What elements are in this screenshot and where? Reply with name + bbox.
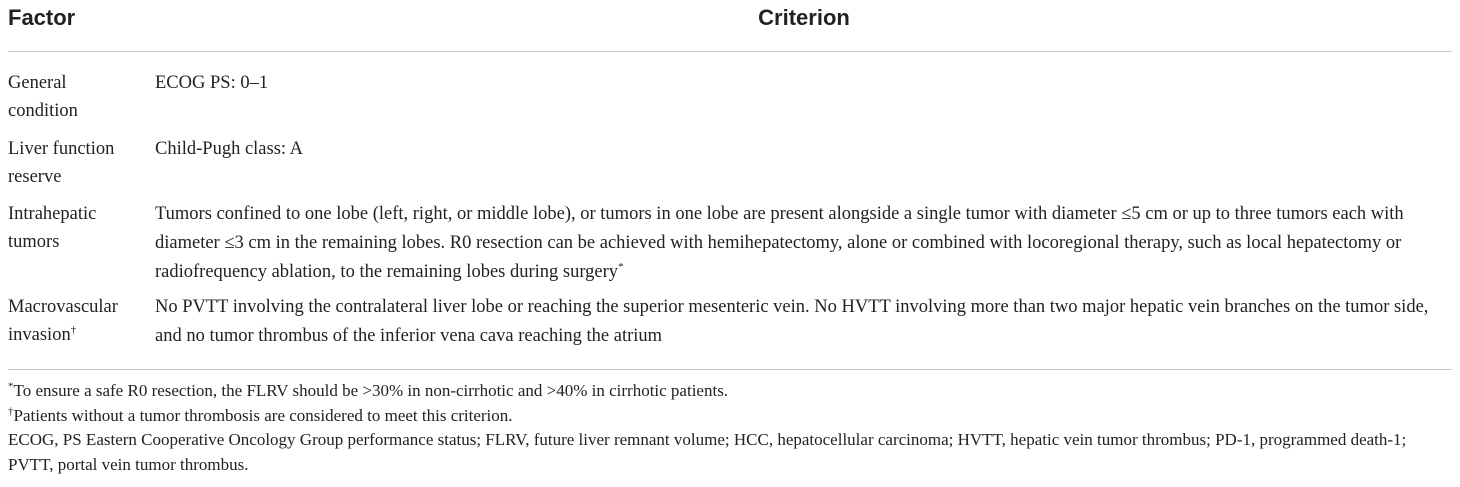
factor-cell: General condition	[8, 73, 78, 121]
footnote-marker: *	[618, 260, 624, 273]
footer-divider	[8, 369, 1452, 370]
footnote-text: Patients without a tumor thrombosis are considered to meet this criterion.	[13, 405, 513, 425]
table-footnotes	[8, 379, 1456, 477]
criterion-cell	[155, 200, 1450, 287]
footnote-text: To ensure a safe R0 resection, the FLRV should be >30% in non-cirrhotic and >40% in cirrhotic patients.	[13, 381, 729, 400]
criterion-cell: No PVTT involving the contralateral liver lobe or reaching the superior mesenteric vein. No HVTT involving more than two major hepatic vein branches on the tumor side, and no tumor thrombus of the inferior vena cava reaching the atrium	[155, 297, 1429, 346]
abbreviations-note	[8, 428, 1456, 477]
criterion-column-header: Criterion	[758, 5, 850, 30]
factor-cell: Liver function reserve	[8, 139, 115, 187]
factor-cell	[8, 293, 140, 349]
footnote-marker: †	[70, 323, 77, 336]
footnote	[8, 404, 1456, 429]
header-divider	[8, 51, 1452, 52]
footnote	[8, 379, 1456, 404]
table-header	[0, 0, 1460, 52]
factor-cell: Intrahepatic tumors	[8, 204, 97, 252]
footnote-text: ECOG, PS Eastern Cooperative Oncology Group performance status; FLRV, future liver remnant volume; HCC, hepatocellular carcinoma; HVTT, hepatic vein tumor thrombus; PD-1, programmed death-1; PVTT, portal vein tumor thrombus.	[8, 430, 1407, 474]
factor-column-header: Factor	[8, 5, 76, 30]
footnote-marker: †	[8, 404, 14, 417]
criterion-cell: Child-Pugh class: A	[155, 139, 304, 159]
footnote-marker: *	[8, 380, 14, 393]
factor-text: Macrovascular invasion	[8, 297, 118, 345]
criterion-cell: ECOG PS: 0–1	[155, 73, 269, 93]
criterion-text: Tumors confined to one lobe (left, right, or middle lobe), or tumors in one lobe are present alongside a single tumor with diameter ≤5 cm or up to three tumors each with diameter ≤3 cm in the remaining lobes. R0 resection can be achieved with hemihepatectomy, alone or combined with locoregional therapy, such as local hepatectomy or radiofrequency ablation, to the remaining lobes during surgery	[155, 204, 1404, 282]
